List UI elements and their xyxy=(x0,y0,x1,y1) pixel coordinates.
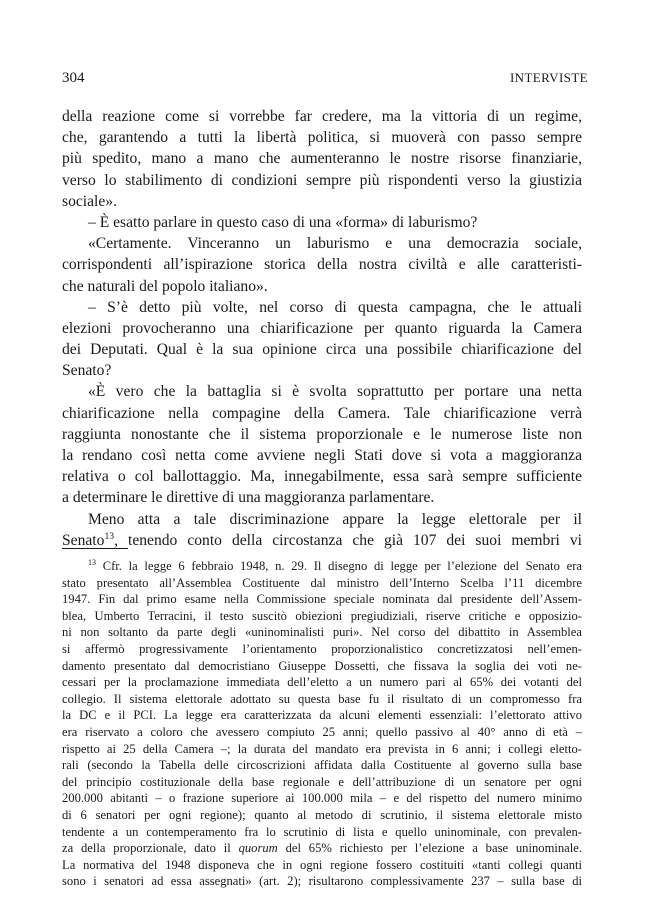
footnote-text: Cfr. la legge 6 febbraio 1948, n. 29. Il disegno di legge per l’elezione del Senato era xyxy=(102,559,582,573)
footnote xyxy=(62,558,582,890)
footnote-line: collegio. Il sistema elettorale adottato su questa base fu il risultato di un compromesso fra xyxy=(62,691,582,706)
text-line: Senato? xyxy=(62,362,112,380)
footnote-line: 200.000 abitanti – o frazione superiore ai 100.000 mila – e del rispetto del numero minimo xyxy=(62,791,582,806)
footnote-line: era riservato a coloro che avessero compiuto 25 anni; quello passivo al 40° anno di età – xyxy=(62,724,582,739)
footnote-line: di 6 senatori per ogni regione); quanto al metodo di scrutinio, il sistema elettorale misto xyxy=(62,807,582,822)
footnote-line: rispetto ai 25 della Camera –; la durata del mandato era prevista in 6 anni; i collegi eletto- xyxy=(62,741,582,756)
footnote-line: damento presentato dal democristiano Giuseppe Dossetti, che fissava la soglia dei voti ne- xyxy=(62,658,582,673)
page-number: 304 xyxy=(62,70,85,86)
text-line: Meno atta a tale discriminazione appare la legge elettorale per il xyxy=(88,510,582,528)
footnote-line: stato presentato all’Assemblea Costituente dal ministro dell’Interno Scelba l’11 dicembre xyxy=(62,575,582,590)
text-line: relativa o col ballottaggio. Ma, innegabilmente, essa sarà sempre sufficiente xyxy=(62,468,582,486)
footnote-line: del principio costituzionale della base regionale e dell’attribuzione di un senatore per ogni xyxy=(62,774,582,789)
italic-term: quorum xyxy=(238,841,278,856)
text-line: chiarificazione nella compagine della Camera. Tale chiarificazione verrà xyxy=(62,404,582,422)
text-line: sociale». xyxy=(62,192,117,210)
text-line: «È vero che la battaglia si è svolta soprattutto per portare una netta xyxy=(88,383,582,401)
footnote-line: si affermò progressivamente l’orientamento proporzionalistico concretizzatosi nell’emen- xyxy=(62,641,582,656)
footnote-line xyxy=(62,558,582,575)
text-line: che naturali del popolo italiano». xyxy=(62,277,268,295)
text-fragment: za della proporzionale, dato il xyxy=(62,841,239,856)
footnote-line: 1947. Fin dal primo esame nella Commissione speciale nominata dal presidente dell’Assem- xyxy=(62,592,582,607)
footnote-line: La normativa del 1948 disponeva che in ogni regione fossero costituiti «tanti collegi quanti xyxy=(62,857,582,872)
text-line: dei Deputati. Qual è la sua opinione circa una possibile chiarificazione del xyxy=(62,341,582,359)
text-line: a determinare le direttive di una maggioranza parlamentare. xyxy=(62,489,435,507)
text-line: elezioni provocheranno una chiarificazione per quanto riguarda la Camera xyxy=(62,319,582,337)
main-text xyxy=(62,106,582,551)
footnote-separator xyxy=(62,548,128,549)
text-line: corrispondenti all’ispirazione storica della nostra civiltà e alle caratteristi- xyxy=(62,256,582,274)
footnote-line: la DC e il PCI. La legge era caratterizzata da alcuni elementi essenziali: l’elettorato attivo xyxy=(62,708,582,723)
text-line: raggiunta nonostante che il sistema proporzionale e le numerose liste non xyxy=(62,425,582,443)
text-fragment: Senato xyxy=(62,531,105,549)
footnote-line: blea, Umberto Terracini, il testo suscitò obiezioni pregiudiziali, riserve critiche e opposizio- xyxy=(62,608,582,623)
footnote-number: 13 xyxy=(88,558,96,567)
text-line: più spedito, mano a mano che aumenteranno le nostre risorse finanziarie, xyxy=(62,150,582,168)
footnote-line: ni non soltanto da parte degli «uninominalisti puri». Nel corso del dibattito in Assemblea xyxy=(62,625,582,640)
footnote-line: sono i senatori ad essa assegnati» (art. 2); risultarono complessivamente 237 – sulla base di xyxy=(62,874,582,889)
text-line: la rendano così netta come avviene negli Stati dove si vota a maggioranza xyxy=(62,447,582,464)
footnote-reference[interactable]: 13 xyxy=(104,530,115,542)
running-head: INTERVISTE xyxy=(509,70,588,85)
text-fragment: del 65% richiesto per l’elezione a base uninominale. xyxy=(277,841,582,856)
footnote-line: cessari per la proclamazione immediata dell’eletto a un numero pari al 65% dei votanti del xyxy=(62,675,582,690)
footnote-line xyxy=(62,840,582,857)
text-line: «Certamente. Vinceranno un laburismo e una democrazia sociale, xyxy=(88,235,582,253)
footnote-line: tendente a un contemperamento fra lo scrutinio di lista e quello uninominale, con prevalen- xyxy=(62,824,582,839)
text-line xyxy=(62,530,582,551)
question-line: – È esatto parlare in questo caso di una «forma» di laburismo? xyxy=(88,213,478,231)
footnote-line: rali (secondo la Tabella delle circoscrizioni affidata dalla Costituente al governo sulla base xyxy=(62,758,582,773)
text-line: della reazione come si vorrebbe far credere, ma la vittoria di un regime, xyxy=(62,108,582,125)
text-fragment: , tenendo conto della circostanza che già 107 dei suoi membri vi xyxy=(114,531,582,549)
page-header xyxy=(62,69,588,87)
question-line: – S’è detto più volte, nel corso di questa campagna, che le attuali xyxy=(88,298,582,316)
text-line: che, garantendo a tutti la libertà politica, si muoverà con passo sempre xyxy=(62,129,582,147)
text-line: verso lo stabilimento di condizioni sempre più rispondenti verso la giustizia xyxy=(62,171,582,189)
